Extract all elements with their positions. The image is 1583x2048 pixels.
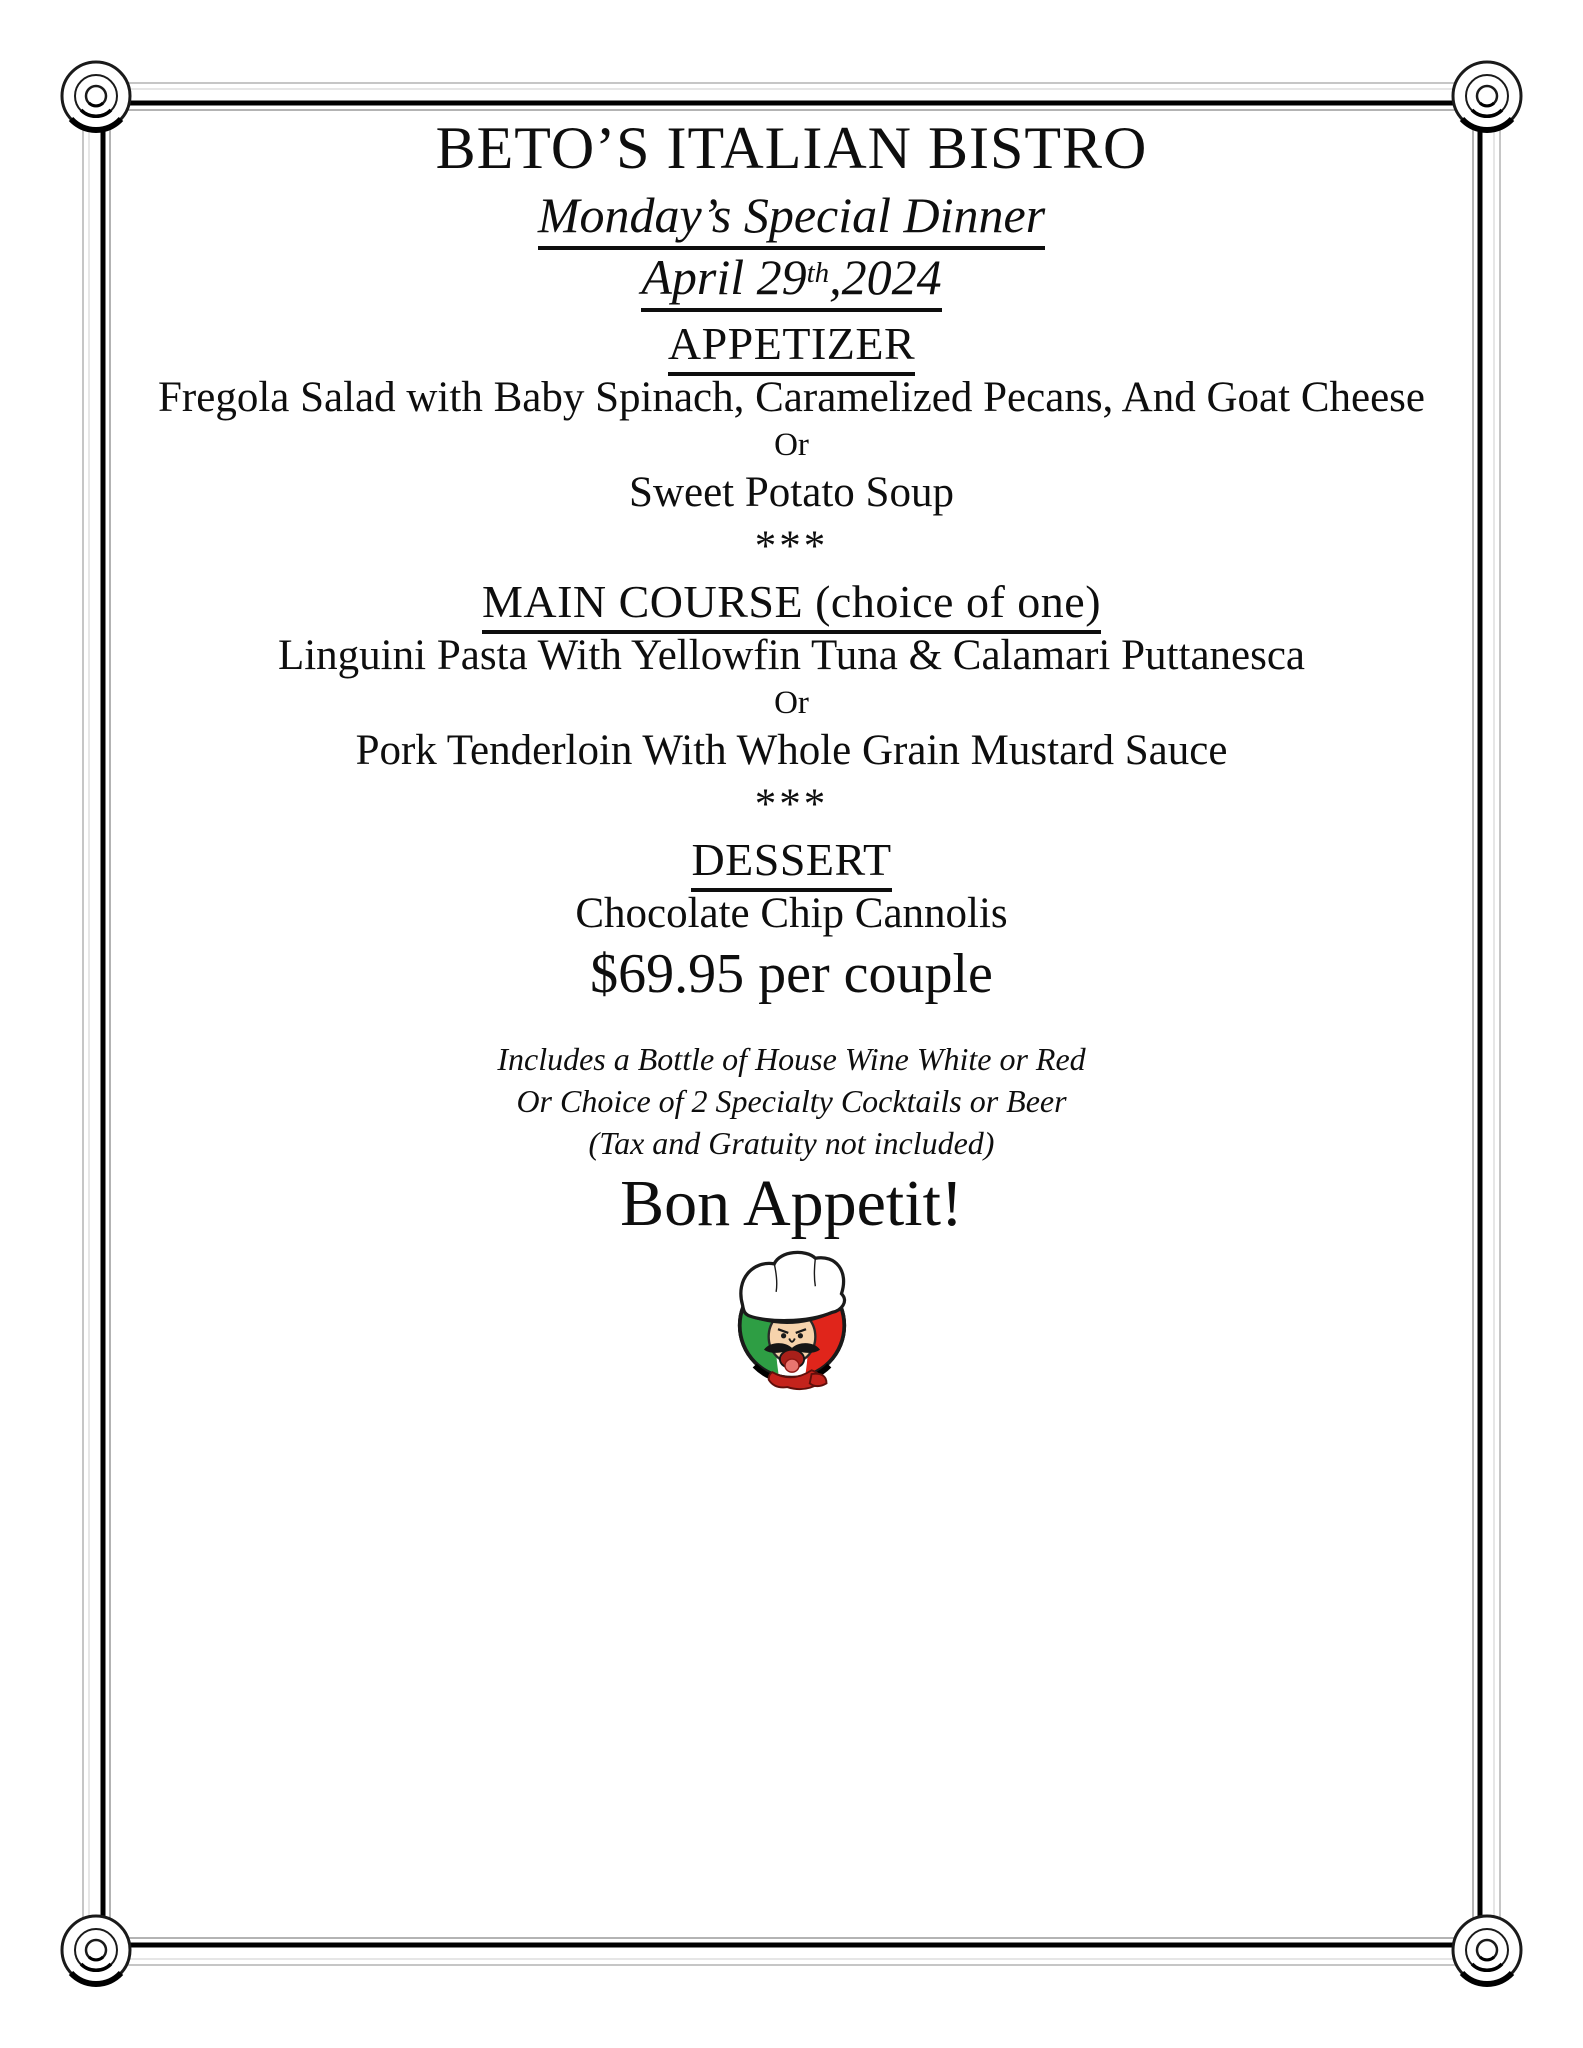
note-line-2: Or Choice of 2 Specialty Cocktails or Beer (516, 1083, 1067, 1119)
menu-item-appetizer-1: Fregola Salad with Baby Spinach, Caramelized Pecans, And Goat Cheese (158, 374, 1425, 421)
menu-item-dessert: Chocolate Chip Cannolis (575, 890, 1008, 937)
or-separator: Or (774, 427, 809, 463)
note-line-3: (Tax and Gratuity not included) (588, 1125, 995, 1161)
menu-content (120, 112, 1463, 1928)
special-title (120, 184, 1463, 246)
appetizer-heading: APPETIZER (120, 316, 1463, 371)
italian-chef-logo (722, 1243, 862, 1393)
menu-item-main-1: Linguini Pasta With Yellowfin Tuna & Calamari Puttanesca (277, 632, 1306, 679)
price: $69.95 per couple (590, 943, 993, 1005)
restaurant-name: BETO’S ITALIAN BISTRO (435, 115, 1148, 181)
section-separator: *** (754, 523, 829, 570)
note-line-1: Includes a Bottle of House Wine White or Red (497, 1041, 1086, 1077)
chef-tongue (785, 1359, 799, 1372)
chef-hat (740, 1252, 844, 1320)
or-separator: Or (774, 685, 809, 721)
menu-date-suffix: ,2024 (829, 249, 942, 305)
menu-date-superscript: th (806, 256, 830, 289)
menu-item-main-2: Pork Tenderloin With Whole Grain Mustard Sauce (355, 727, 1228, 774)
menu-date-prefix: April 29 (641, 249, 807, 305)
menu-date (120, 246, 1463, 316)
dessert-heading: DESSERT (120, 832, 1463, 887)
special-title-text: Monday’s Special Dinner (538, 187, 1045, 250)
main-course-heading: MAIN COURSE (choice of one) (120, 574, 1463, 629)
menu-item-appetizer-2: Sweet Potato Soup (629, 469, 954, 516)
closing-message: Bon Appetit! (620, 1167, 963, 1240)
section-separator: *** (754, 781, 829, 828)
inclusions-note (120, 1038, 1463, 1164)
